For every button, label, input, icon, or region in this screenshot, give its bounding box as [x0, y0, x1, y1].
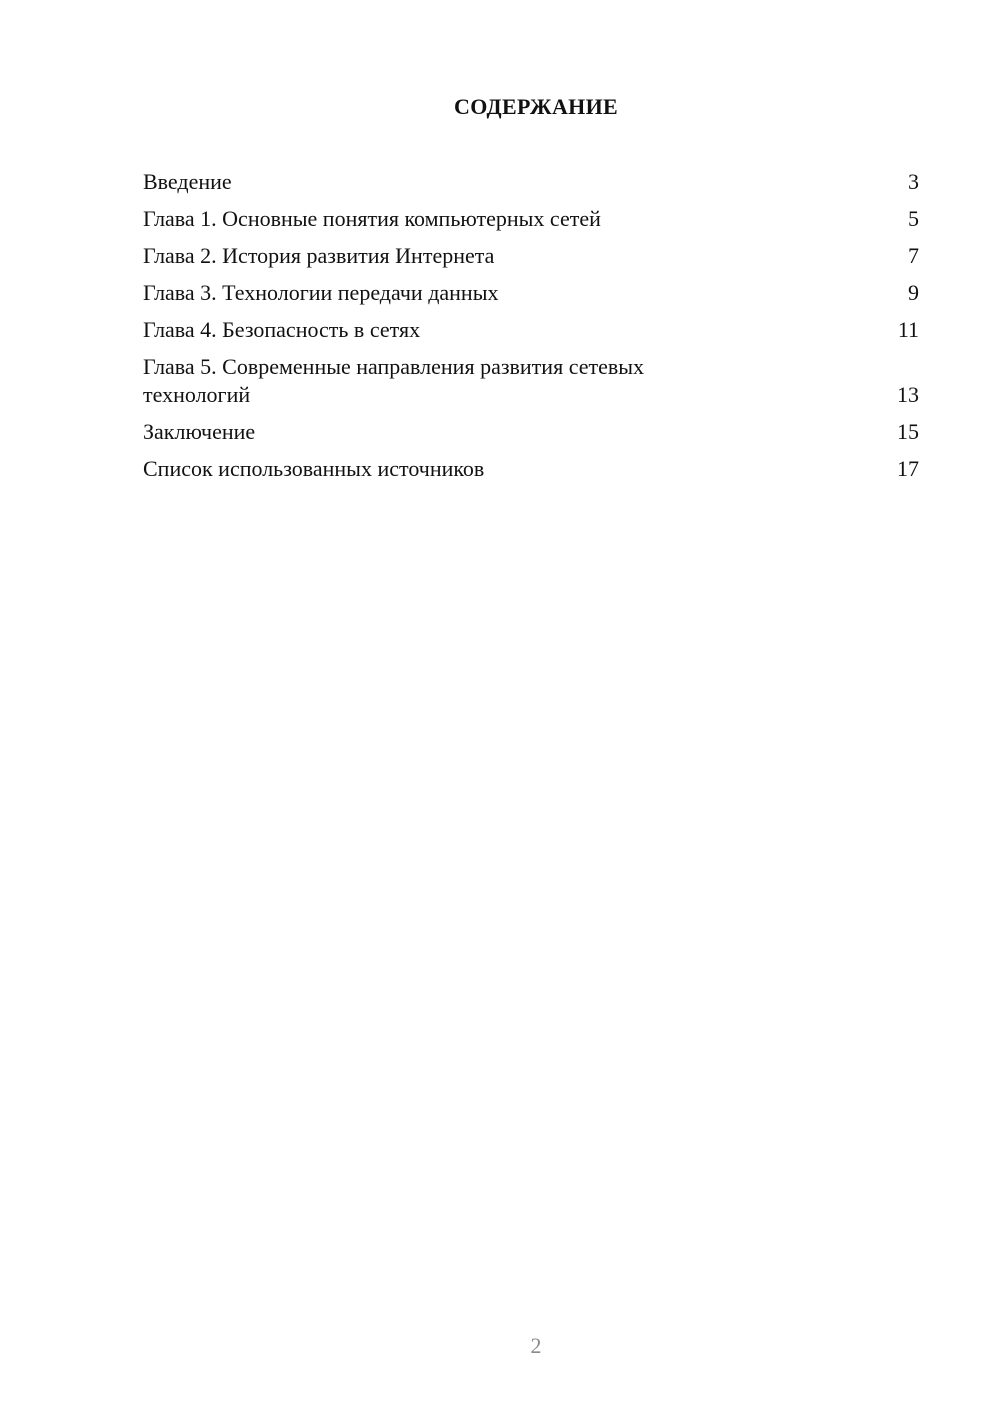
- toc-entry-page: 15: [897, 419, 919, 444]
- toc-entry-label: Глава 2. История развития Интернета: [143, 243, 495, 268]
- toc-entry-label: Список использованных источников: [143, 456, 485, 481]
- toc-entry: [143, 242, 919, 270]
- toc-entry-page: 7: [908, 243, 919, 268]
- toc-entry: [143, 316, 919, 344]
- table-of-contents: [143, 168, 919, 492]
- toc-entry-label: Глава 1. Основные понятия компьютерных сетей: [143, 206, 601, 231]
- toc-entry: [143, 168, 919, 196]
- toc-entry-label: Введение: [143, 169, 232, 194]
- toc-entry-label: Глава 5. Современные направления развития сетевых технологий: [143, 354, 645, 407]
- page-number: 2: [530, 1333, 542, 1358]
- toc-entry-label: Заключение: [143, 419, 256, 444]
- toc-entry-page: 3: [908, 169, 919, 194]
- toc-entry: [143, 205, 919, 233]
- page-title: СОДЕРЖАНИЕ: [454, 94, 618, 119]
- toc-entry-page: 9: [908, 280, 919, 305]
- toc-entry: [143, 279, 919, 307]
- toc-entry: [143, 353, 919, 409]
- toc-entry: [143, 455, 919, 483]
- toc-entry-label: Глава 3. Технологии передачи данных: [143, 280, 499, 305]
- toc-entry-page: 11: [897, 317, 919, 342]
- toc-entry: [143, 418, 919, 446]
- toc-entry-label: Глава 4. Безопасность в сетях: [143, 317, 421, 342]
- toc-entry-page: 13: [897, 382, 919, 407]
- toc-entry-page: 17: [897, 456, 919, 481]
- toc-entry-page: 5: [908, 206, 919, 231]
